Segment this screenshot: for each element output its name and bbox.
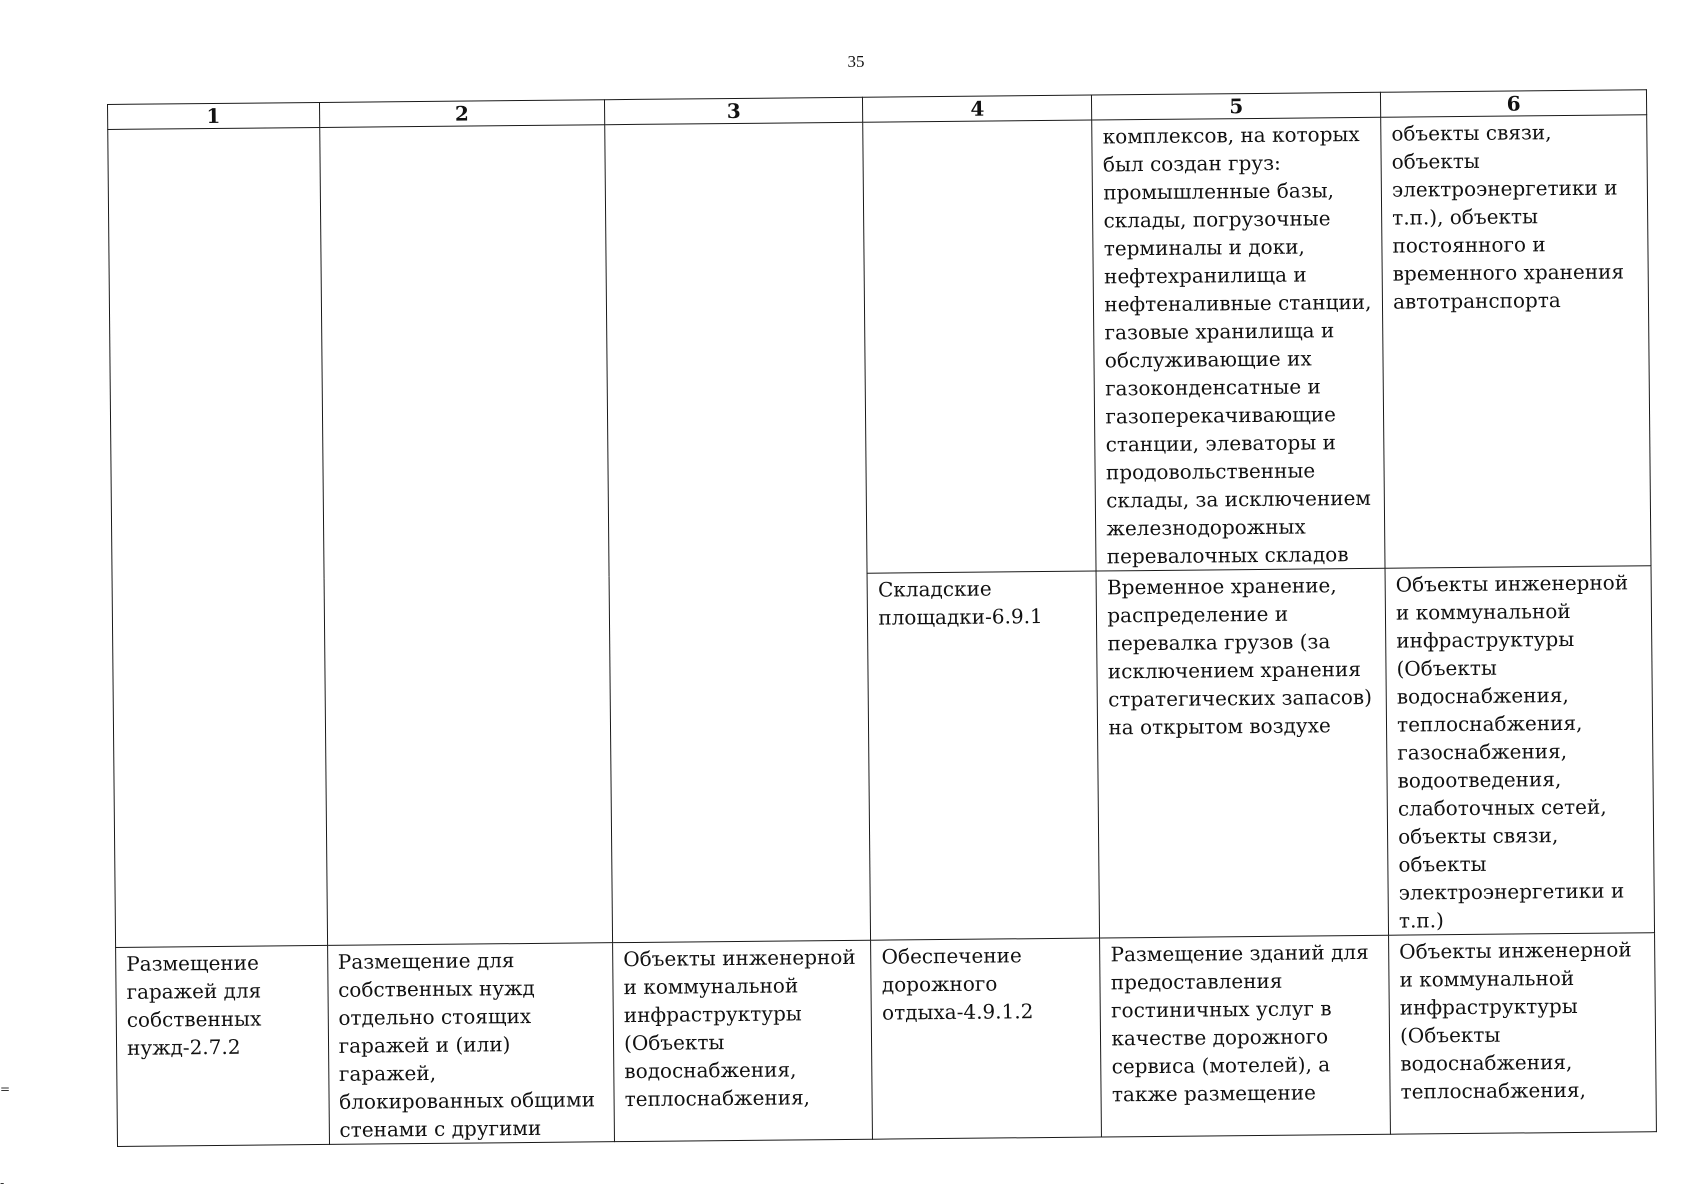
table-cell: Размещение зданий для предоставления гостиничных услуг в качестве дорожного сервиса (мотелей), а также размещение xyxy=(1100,935,1391,1137)
table-cell: Размещение для собственных нужд отдельно стоящих гаражей и (или) гаражей, блокированных общими стенами с другими xyxy=(327,943,614,1145)
table-cell xyxy=(108,127,327,947)
column-header: 4 xyxy=(863,95,1092,122)
land-use-table xyxy=(107,89,1657,1147)
table-cell: Складские площадки-6.9.1 xyxy=(867,571,1100,940)
table-cell xyxy=(319,125,612,946)
table-cell: Временное хранение, распределение и перевалка грузов (за исключением хранения стратегических запасов) на открытом воздухе xyxy=(1096,568,1388,938)
table-cell xyxy=(863,120,1096,573)
page-number: 35 xyxy=(847,52,865,71)
margin-mark: - xyxy=(0,1176,5,1190)
table-cell: Размещение гаражей для собственных нужд-2.7.2 xyxy=(116,945,330,1146)
column-header: 1 xyxy=(108,102,320,129)
column-header: 6 xyxy=(1380,90,1646,118)
margin-mark: = xyxy=(0,1082,11,1096)
table-cell: Объекты инженерной и коммунальной инфраструктуры (Объекты водоснабжения, теплоснабжения, xyxy=(613,940,873,1141)
table-cell: объекты связи, объекты электроэнергетики и т.п.), объекты постоянного и временного хранения автотранспорта xyxy=(1381,115,1651,569)
column-header: 2 xyxy=(319,100,605,128)
table-row xyxy=(116,933,1657,1147)
table-cell: комплексов, на которых был создан груз: промышленные базы, склады, погрузочные терминалы и доки, нефтехранилища и нефтеналивные станции, газовые хранилища и обслуживающие их газоконденсатные и газоперекачивающие станции, элеваторы и продовольственные склады, за исключением железнодорожных перевалочных складов xyxy=(1092,117,1385,571)
table-cell xyxy=(605,122,871,942)
table-cell: Обеспечение дорожного отдыха-4.9.1.2 xyxy=(871,938,1102,1139)
table-cell: Объекты инженерной и коммунальной инфраструктуры (Объекты водоснабжения, теплоснабжения, xyxy=(1389,933,1657,1135)
table-row xyxy=(108,115,1651,581)
column-header: 5 xyxy=(1092,92,1381,120)
table-cell: Объекты инженерной и коммунальной инфраструктуры (Объекты водоснабжения, теплоснабжения, газоснабжения, водоотведения, слаботочных сетей, объекты связи, объекты электроэнергетики и т.п.) xyxy=(1385,566,1654,936)
column-header: 3 xyxy=(605,97,864,124)
